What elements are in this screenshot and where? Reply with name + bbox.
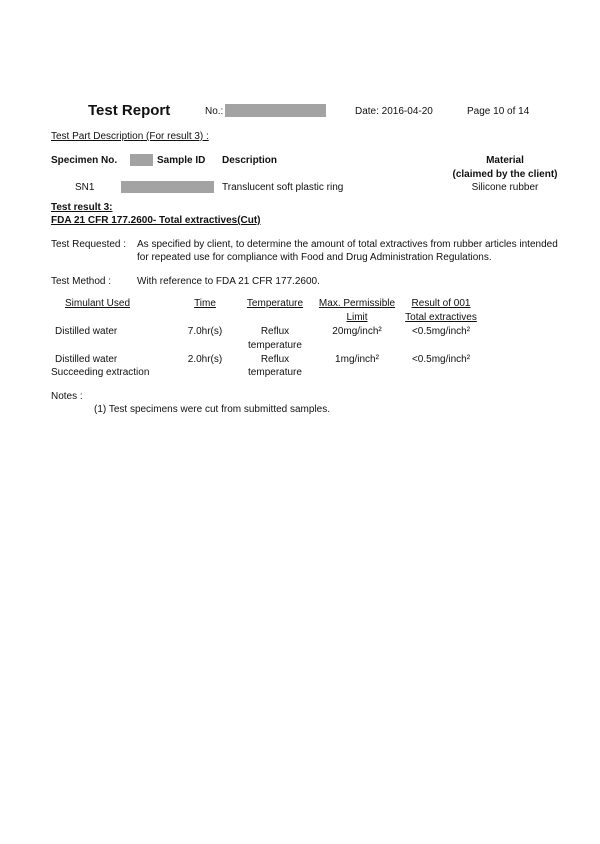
table-row-simulant: Distilled water: [55, 326, 118, 337]
report-date: Date: 2016-04-20: [355, 106, 433, 117]
max-limit-header-line1: Max. Permissible: [318, 298, 396, 309]
table-row-result: <0.5mg/inch²: [411, 354, 471, 365]
table-row-limit: 20mg/inch²: [332, 326, 382, 337]
table-row-temperature-line2: temperature: [248, 340, 302, 351]
description-header: Description: [222, 155, 278, 166]
redacted-header-block: [130, 154, 153, 166]
notes-label: Notes :: [51, 391, 83, 402]
table-row-temperature-line2: temperature: [248, 367, 302, 378]
material-cell: Silicone rubber: [471, 182, 539, 193]
test-requested-label: Test Requested :: [51, 239, 127, 250]
specimen-no-cell: SN1: [75, 182, 95, 193]
max-limit-header-line2: Limit: [346, 312, 368, 323]
notes-item-1: (1) Test specimens were cut from submitted samples.: [94, 404, 331, 415]
table-row-simulant: Distilled water: [55, 354, 118, 365]
table-row-simulant-line2: Succeeding extraction: [51, 367, 150, 378]
material-header-line1: Material: [486, 155, 524, 166]
page-number: Page 10 of 14: [467, 106, 530, 117]
test-result-heading: Test result 3:: [51, 202, 113, 213]
time-header: Time: [194, 298, 216, 309]
material-header-line2: (claimed by the client): [452, 169, 558, 180]
redacted-sample-id: [121, 181, 214, 193]
test-requested-line2: for repeated use for compliance with Food and Drug Administration Regulations.: [137, 252, 492, 263]
specimen-no-header: Specimen No.: [51, 155, 118, 166]
table-row-limit: 1mg/inch²: [335, 354, 379, 365]
table-row-time: 2.0hr(s): [187, 354, 223, 365]
table-row-result: <0.5mg/inch²: [411, 326, 471, 337]
result-header-line2: Total extractives: [405, 312, 477, 323]
test-requested-line1: As specified by client, to determine the amount of total extractives from rubber articles intended: [137, 239, 558, 250]
report-title: Test Report: [88, 102, 171, 119]
result-header-line1: Result of 001: [411, 298, 471, 309]
sample-id-header: Sample ID: [157, 155, 206, 166]
table-row-time: 7.0hr(s): [187, 326, 223, 337]
test-result-subheading: FDA 21 CFR 177.2600- Total extractives(Cut): [51, 215, 261, 226]
table-row-temperature: Reflux: [260, 326, 290, 337]
description-cell: Translucent soft plastic ring: [222, 182, 344, 193]
test-method-label: Test Method :: [51, 276, 112, 287]
table-row-temperature: Reflux: [260, 354, 290, 365]
test-method-text: With reference to FDA 21 CFR 177.2600.: [137, 276, 320, 287]
redacted-report-number: [225, 104, 326, 117]
simulant-used-header: Simulant Used: [64, 298, 131, 309]
part-description-heading: Test Part Description (For result 3) :: [51, 131, 209, 142]
report-number-label: No.:: [205, 106, 224, 117]
temperature-header: Temperature: [246, 298, 304, 309]
